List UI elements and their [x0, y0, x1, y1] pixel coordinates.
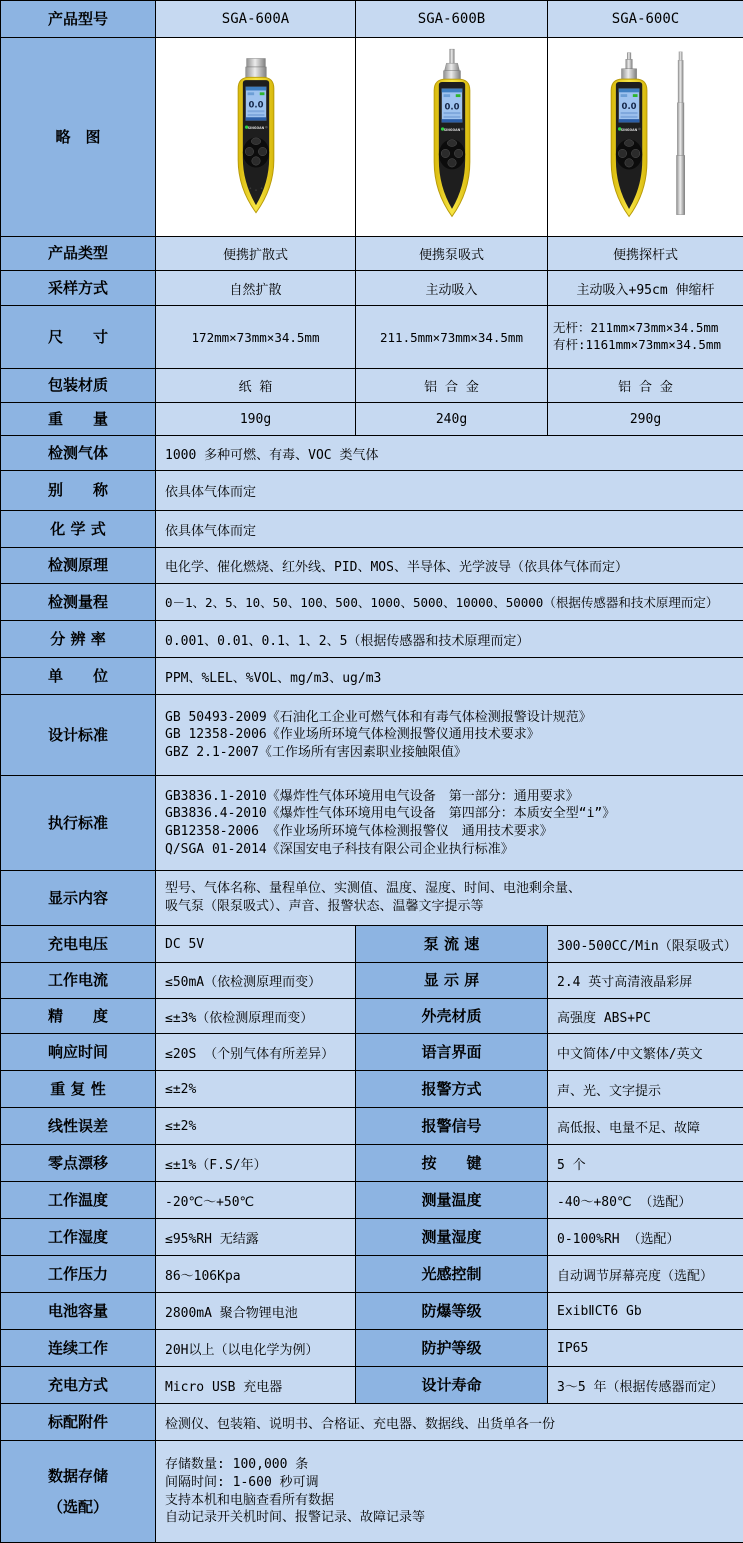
table-row [1, 1034, 743, 1071]
spec-value: 便携泵吸式 [356, 237, 548, 271]
spec-label: 显 示 屏 [356, 963, 548, 999]
spec-label: 产品型号 [1, 1, 156, 38]
spec-label: 设计标准 [1, 695, 156, 776]
spec-label: 工作电流 [1, 963, 156, 999]
spec-value [156, 871, 743, 926]
spec-value: 纸 箱 [156, 369, 356, 403]
spec-value: 290g [548, 403, 743, 436]
spec-value: 172mm×73mm×34.5mm [156, 306, 356, 369]
spec-label: 标配附件 [1, 1404, 156, 1441]
table-row [1, 1256, 743, 1293]
table-row [1, 436, 743, 471]
spec-value: 211.5mm×73mm×34.5mm [356, 306, 548, 369]
spec-value: DC 5V [156, 926, 356, 963]
spec-value: ExibⅡCT6 Gb [548, 1293, 743, 1330]
table-row [1, 511, 743, 548]
spec-label: 电池容量 [1, 1293, 156, 1330]
table-row [1, 38, 743, 237]
table-row [1, 695, 743, 776]
spec-value: 0-100%RH （选配） [548, 1219, 743, 1256]
spec-value: 电化学、催化燃烧、红外线、PID、MOS、半导体、光学波导（依具体气体而定） [156, 548, 743, 584]
spec-value: 自然扩散 [156, 271, 356, 306]
spec-value: ≤95%RH 无结露 [156, 1219, 356, 1256]
spec-value: 300-500CC/Min（限泵吸式） [548, 926, 743, 963]
spec-value: ≤±3%（依检测原理而变） [156, 999, 356, 1034]
device-image-cell [156, 38, 356, 237]
spec-label: 精 度 [1, 999, 156, 1034]
spec-label: 测量温度 [356, 1182, 548, 1219]
display-content-line: 型号、气体名称、量程单位、实测值、温度、湿度、时间、电池剩余量、 [165, 880, 737, 898]
spec-value: 高低报、电量不足、故障 [548, 1108, 743, 1145]
spec-value: ≤±1%（F.S/年） [156, 1145, 356, 1182]
spec-label: 采样方式 [1, 271, 156, 306]
svg-text:0.0: 0.0 [248, 99, 263, 109]
spec-label: 充电方式 [1, 1367, 156, 1404]
spec-label: 防护等级 [356, 1330, 548, 1367]
spec-value: ≤50mA（依检测原理而变） [156, 963, 356, 999]
table-row [1, 1, 743, 38]
telescopic-rod [676, 52, 684, 215]
spec-value [156, 1441, 743, 1543]
spec-label: 语言界面 [356, 1034, 548, 1071]
spec-value: 5 个 [548, 1145, 743, 1182]
model-name-a: SGA-600A [156, 1, 356, 38]
table-row [1, 1182, 743, 1219]
spec-value: -20℃～+50℃ [156, 1182, 356, 1219]
table-row [1, 237, 743, 271]
device-image-sga-600b [405, 47, 499, 227]
spec-label: 充电电压 [1, 926, 156, 963]
spec-value: 2.4 英寸高清液晶彩屏 [548, 963, 743, 999]
spec-label: 设计寿命 [356, 1367, 548, 1404]
spec-value: 声、光、文字提示 [548, 1071, 743, 1108]
spec-value: 20H以上（以电化学为例） [156, 1330, 356, 1367]
spec-value: 190g [156, 403, 356, 436]
table-row [1, 621, 743, 658]
svg-text:SINGOAN: SINGOAN [247, 126, 264, 130]
spec-value: 中文简体/中文繁体/英文 [548, 1034, 743, 1071]
spec-value: 便携扩散式 [156, 237, 356, 271]
spec-value: ≤±2% [156, 1108, 356, 1145]
svg-text:0.0: 0.0 [621, 101, 636, 111]
spec-value: IP65 [548, 1330, 743, 1367]
spec-label: 测量湿度 [356, 1219, 548, 1256]
spec-label: 连续工作 [1, 1330, 156, 1367]
table-row [1, 1367, 743, 1404]
spec-value: 依具体气体而定 [156, 511, 743, 548]
spec-label: 工作压力 [1, 1256, 156, 1293]
model-name-c: SGA-600C [548, 1, 743, 38]
table-row [1, 548, 743, 584]
spec-value: -40～+80℃ （选配） [548, 1182, 743, 1219]
standard-line: GB 12358-2006《作业场所环境气体检测报警仪通用技术要求》 [165, 726, 737, 744]
spec-label: 按 键 [356, 1145, 548, 1182]
spec-label: 包装材质 [1, 369, 156, 403]
table-row [1, 1071, 743, 1108]
standard-line: GB3836.4-2010《爆炸性气体环境用电气设备 第四部分：本质安全型“i”》 [165, 805, 737, 823]
table-row [1, 584, 743, 621]
device-image-sga-600c [582, 47, 710, 227]
table-row [1, 658, 743, 695]
spec-label: 化 学 式 [1, 511, 156, 548]
table-row [1, 403, 743, 436]
standard-line: GB 50493-2009《石油化工企业可燃气体和有毒气体检测报警设计规范》 [165, 709, 737, 727]
spec-value: 检测仪、包装箱、说明书、合格证、充电器、数据线、出货单各一份 [156, 1404, 743, 1441]
spec-label: 工作温度 [1, 1182, 156, 1219]
spec-label: 重 量 [1, 403, 156, 436]
display-content-line: 吸气泵（限泵吸式）、声音、报警状态、温馨文字提示等 [165, 898, 737, 916]
spec-value: 0.001、0.01、0.1、1、2、5（根据传感器和技术原理而定） [156, 621, 743, 658]
spec-label: 单 位 [1, 658, 156, 695]
spec-value: 主动吸入 [356, 271, 548, 306]
svg-text:SINGOAN: SINGOAN [443, 128, 460, 132]
spec-value: 依具体气体而定 [156, 471, 743, 511]
storage-label-line: （选配） [1, 1496, 155, 1519]
spec-value: 便携探杆式 [548, 237, 743, 271]
spec-label: 零点漂移 [1, 1145, 156, 1182]
spec-label: 防爆等级 [356, 1293, 548, 1330]
device-image-cell [548, 38, 743, 237]
spec-label: 泵 流 速 [356, 926, 548, 963]
standard-line: GB3836.1-2010《爆炸性气体环境用电气设备 第一部分：通用要求》 [165, 788, 737, 806]
storage-line: 支持本机和电脑查看所有数据 [165, 1492, 737, 1510]
spec-label: 工作湿度 [1, 1219, 156, 1256]
spec-label: 线性误差 [1, 1108, 156, 1145]
spec-value [156, 695, 743, 776]
device-image-cell [356, 38, 548, 237]
device-image-sga-600a [209, 49, 303, 225]
svg-text:0.0: 0.0 [444, 101, 459, 111]
spec-label: 尺 寸 [1, 306, 156, 369]
spec-value: PPM、%LEL、%VOL、mg/m3、ug/m3 [156, 658, 743, 695]
storage-line: 存储数量: 100,000 条 [165, 1456, 737, 1474]
spec-label: 略 图 [1, 38, 156, 237]
table-row [1, 926, 743, 963]
table-row [1, 271, 743, 306]
standard-line: GBZ 2.1-2007《工作场所有害因素职业接触限值》 [165, 744, 737, 762]
storage-line: 间隔时间: 1-600 秒可调 [165, 1474, 737, 1492]
spec-value: 高强度 ABS+PC [548, 999, 743, 1034]
table-row [1, 1441, 743, 1543]
spec-value: 240g [356, 403, 548, 436]
spec-label: 分 辨 率 [1, 621, 156, 658]
spec-value: 自动调节屏幕亮度（选配） [548, 1256, 743, 1293]
spec-value: 铝 合 金 [356, 369, 548, 403]
spec-value: 2800mA 聚合物锂电池 [156, 1293, 356, 1330]
spec-value: ≤20S （个别气体有所差异） [156, 1034, 356, 1071]
spec-value: 1000 多种可燃、有毒、VOC 类气体 [156, 436, 743, 471]
spec-label: 报警方式 [356, 1071, 548, 1108]
table-row [1, 1108, 743, 1145]
spec-label: 显示内容 [1, 871, 156, 926]
spec-label: 产品类型 [1, 237, 156, 271]
table-row [1, 1293, 743, 1330]
table-row [1, 1219, 743, 1256]
spec-value: 铝 合 金 [548, 369, 743, 403]
spec-value: 主动吸入+95cm 伸缩杆 [548, 271, 743, 306]
table-row [1, 1145, 743, 1182]
table-row [1, 963, 743, 999]
table-row [1, 369, 743, 403]
storage-line: 自动记录开关机时间、报警记录、故障记录等 [165, 1509, 737, 1527]
table-row [1, 1404, 743, 1441]
model-name-b: SGA-600B [356, 1, 548, 38]
table-row [1, 306, 743, 369]
spec-label: 响应时间 [1, 1034, 156, 1071]
spec-value: Micro USB 充电器 [156, 1367, 356, 1404]
standard-line: Q/SGA 01-2014《深国安电子科技有限公司企业执行标准》 [165, 841, 737, 859]
spec-value [548, 306, 743, 369]
spec-value: ≤±2% [156, 1071, 356, 1108]
storage-label-line: 数据存储 [1, 1465, 155, 1488]
spec-value: 86～106Kpa [156, 1256, 356, 1293]
spec-label: 别 称 [1, 471, 156, 511]
dimension-line: 有杆:1161mm×73mm×34.5mm [553, 337, 737, 354]
spec-label: 检测量程 [1, 584, 156, 621]
table-row [1, 1330, 743, 1367]
spec-value [156, 776, 743, 871]
table-row [1, 999, 743, 1034]
spec-label [1, 1441, 156, 1543]
spec-value: 3～5 年（根据传感器而定） [548, 1367, 743, 1404]
standard-line: GB12358-2006 《作业场所环境气体检测报警仪 通用技术要求》 [165, 823, 737, 841]
table-row [1, 471, 743, 511]
dimension-line: 无杆：211mm×73mm×34.5mm [553, 320, 737, 337]
table-row [1, 871, 743, 926]
spec-label: 重 复 性 [1, 1071, 156, 1108]
svg-text:SINGOAN: SINGOAN [620, 128, 637, 132]
spec-label: 报警信号 [356, 1108, 548, 1145]
spec-label: 执行标准 [1, 776, 156, 871]
spec-value: 0－1、2、5、10、50、100、500、1000、5000、10000、50000（根据传感器和技术原理而定） [156, 584, 743, 621]
table-row [1, 776, 743, 871]
spec-label: 检测气体 [1, 436, 156, 471]
spec-label: 外壳材质 [356, 999, 548, 1034]
spec-label: 检测原理 [1, 548, 156, 584]
spec-label: 光感控制 [356, 1256, 548, 1293]
